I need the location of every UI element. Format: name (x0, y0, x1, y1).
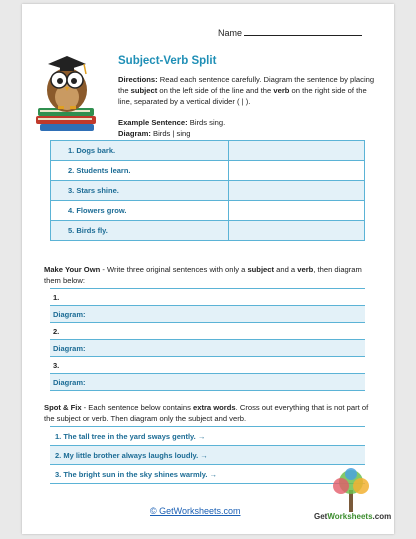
example-block: Example Sentence: Birds sing. Diagram: Birds | sing (118, 118, 226, 138)
sentence-diagram-table (50, 140, 365, 241)
fix-sentence[interactable]: 1. The tall tree in the yard sways gently. → (50, 427, 365, 446)
logo-wordmark: GetWorksheets.com (314, 512, 392, 521)
name-line[interactable] (244, 26, 362, 36)
directions-text: Directions: Read each sentence carefully. Diagram the sentence by placing the subject on the left side of the line and the verb on the right side of the line, separated by a vertical divider ( | ). (118, 75, 375, 106)
list-item (50, 289, 365, 306)
name-field[interactable] (218, 26, 362, 38)
diagram-line[interactable]: Diagram: (50, 306, 365, 323)
diagram-line[interactable]: Diagram: (50, 340, 365, 357)
sentence-cell: 1. Dogs bark. (51, 141, 229, 161)
sentence-cell: 3. Stars shine. (51, 181, 229, 201)
table-row (51, 161, 365, 181)
owl-on-books-illustration (32, 42, 102, 132)
list-item (50, 306, 365, 323)
sentence-line[interactable]: 1. (50, 289, 365, 306)
sentence-cell: 2. Students learn. (51, 161, 229, 181)
sentence-line[interactable]: 3. (50, 357, 365, 374)
diagram-cell[interactable] (229, 181, 365, 201)
worksheet-page (22, 4, 394, 534)
table-row (51, 141, 365, 161)
sentence-cell: 4. Flowers grow. (51, 201, 229, 221)
fix-sentence[interactable]: 3. The bright sun in the sky shines warmly. → (50, 465, 365, 484)
table-row (51, 221, 365, 241)
table-row (51, 181, 365, 201)
spot-and-fix-instructions: Spot & Fix - Each sentence below contains extra words. Cross out everything that is not part of the subject or verb. Then diagram only the subject and verb. (44, 403, 369, 423)
diagram-cell[interactable] (229, 161, 365, 181)
fix-sentence[interactable]: 2. My little brother always laughs loudly. → (50, 446, 365, 465)
list-item (50, 374, 365, 391)
footer-link[interactable]: © GetWorksheets.com (150, 506, 241, 516)
diagram-cell[interactable] (229, 221, 365, 241)
worksheet-title: Subject-Verb Split (118, 55, 217, 67)
getworksheets-logo (314, 466, 392, 526)
list-item (50, 446, 365, 465)
tree-icon (314, 466, 388, 512)
sentence-line[interactable]: 2. (50, 323, 365, 340)
list-item (50, 323, 365, 340)
sentence-cell: 5. Birds fly. (51, 221, 229, 241)
diagram-line[interactable]: Diagram: (50, 374, 365, 391)
table-row (51, 201, 365, 221)
name-label: Name (218, 28, 243, 38)
make-your-own-table (50, 288, 365, 391)
make-your-own-instructions: Make Your Own - Write three original sentences with only a subject and a verb, then diagram them below: (44, 265, 362, 285)
list-item (50, 340, 365, 357)
list-item (50, 427, 365, 446)
diagram-cell[interactable] (229, 141, 365, 161)
diagram-cell[interactable] (229, 201, 365, 221)
list-item (50, 357, 365, 374)
